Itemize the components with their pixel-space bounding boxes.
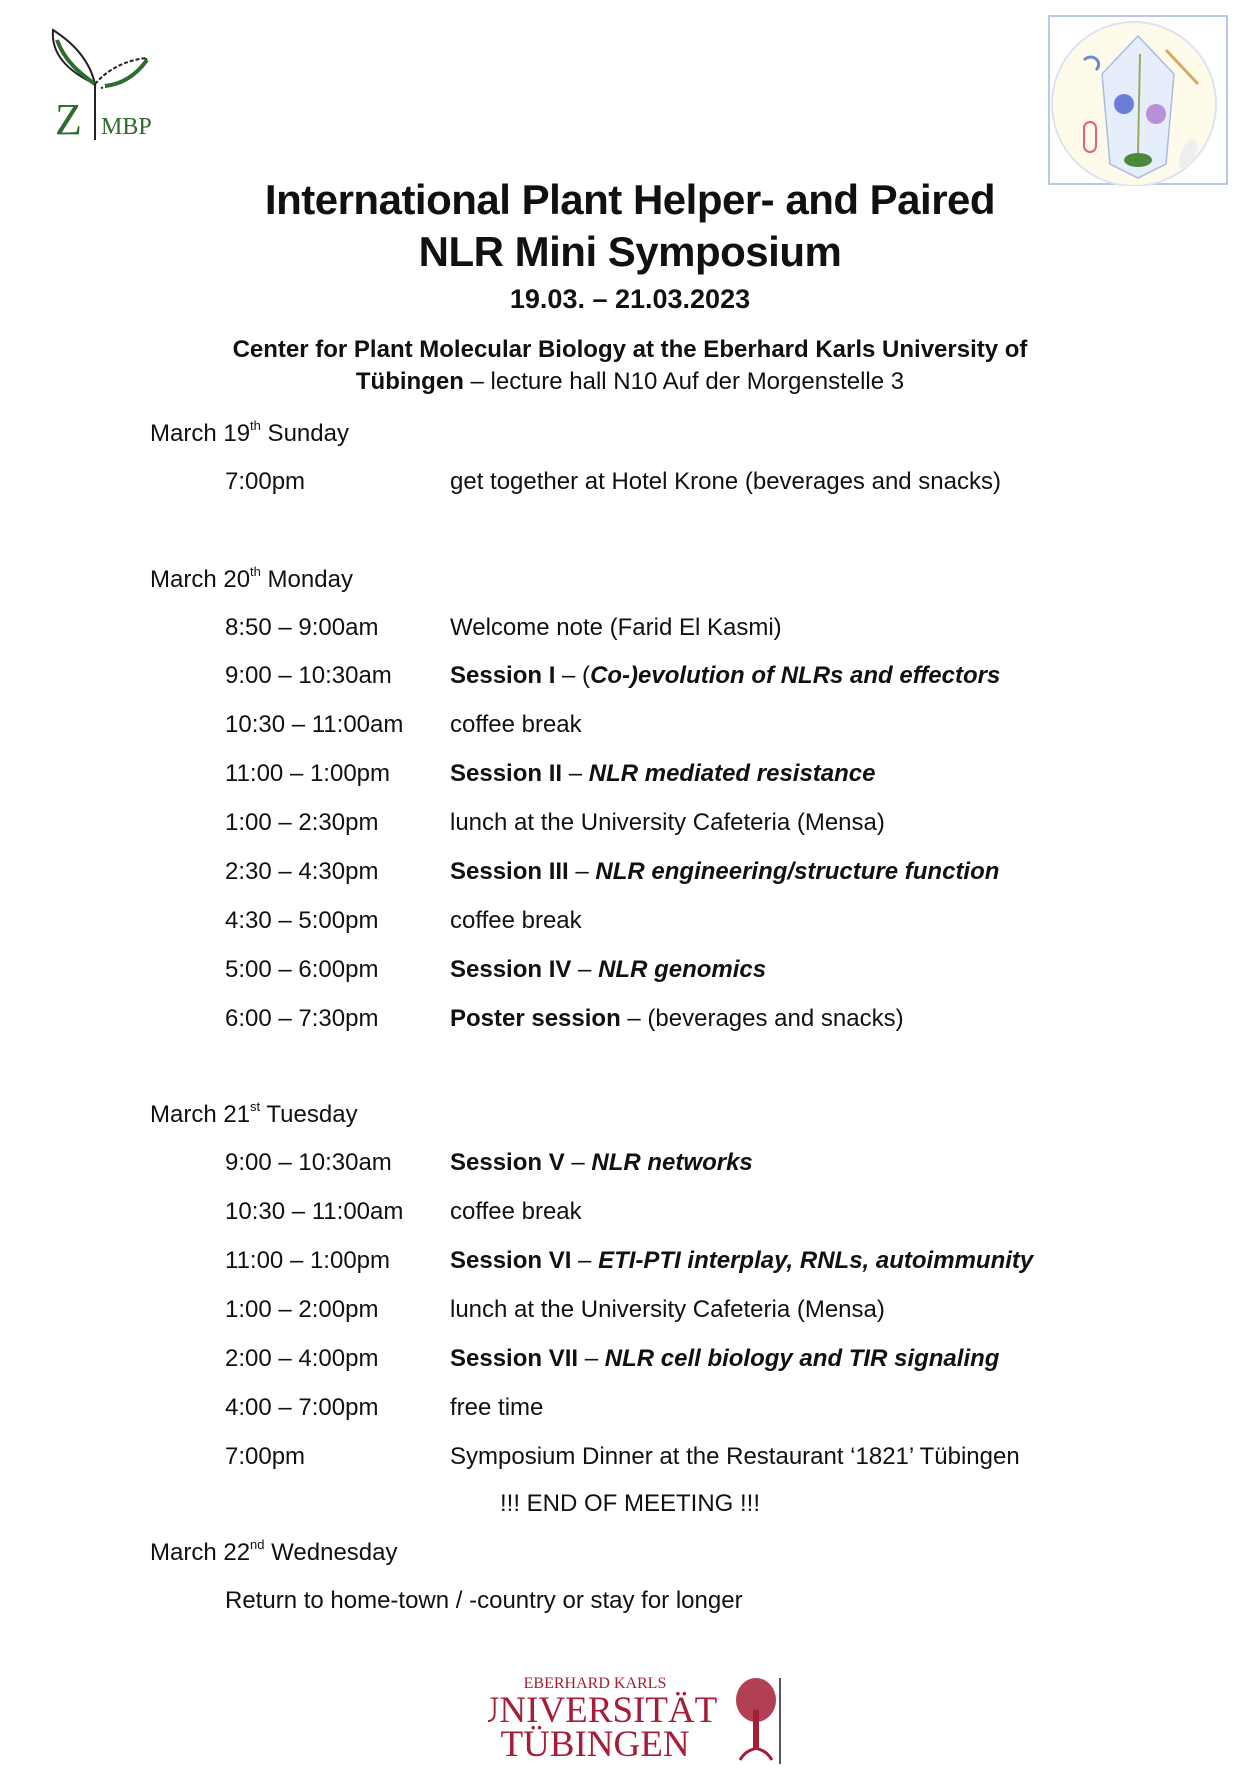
event-description: [450, 956, 766, 984]
day-heading: [150, 566, 353, 594]
event-time: 7:00pm: [225, 468, 306, 495]
event-dates: 19.03. – 21.03.2023: [509, 284, 751, 314]
session-topic: evolution of NLRs and effectors: [638, 662, 1001, 689]
event-description: coffee break: [450, 907, 582, 934]
event-time: 8:50 – 9:00am: [225, 614, 379, 641]
event-description: [450, 1345, 999, 1373]
event-time: 2:30 – 4:30pm: [225, 858, 379, 885]
separator: –: [562, 760, 589, 787]
symposium-illustration-logo: [1048, 14, 1228, 186]
event-description: coffee break: [450, 1198, 582, 1225]
session-name: Session II: [450, 760, 563, 787]
session-topic: ETI-PTI interplay, RNLs, autoimmunity: [598, 1247, 1034, 1274]
svg-text:MBP: MBP: [101, 114, 152, 140]
day-weekday: Sunday: [260, 420, 349, 447]
event-description: [450, 1247, 1033, 1275]
event-description: Symposium Dinner at the Restaurant ‘1821’ Tübingen: [450, 1443, 1020, 1470]
day-ordinal: th: [250, 564, 261, 579]
event-description: [450, 1149, 753, 1177]
separator: –: [571, 1247, 599, 1274]
event-time: 1:00 – 2:30pm: [225, 809, 379, 836]
return-note: Return to home-town / -country or stay for longer: [225, 1587, 743, 1614]
separator: –: [564, 1149, 592, 1176]
event-description: lunch at the University Cafeteria (Mensa): [450, 809, 885, 836]
plant-pathogen-illustration-icon: [1048, 14, 1228, 186]
session-topic: NLR networks: [591, 1149, 753, 1176]
day-weekday: Wednesday: [264, 1539, 398, 1566]
venue-line-2: [0, 368, 1260, 396]
session-name: Session VII: [450, 1345, 579, 1372]
tree-emblem-icon: [736, 1678, 780, 1764]
event-description: get together at Hotel Krone (beverages and snacks): [450, 468, 1001, 495]
event-time: 7:00pm: [225, 1443, 306, 1470]
logo-line-1: EBERHARD KARLS: [523, 1675, 667, 1692]
event-time: 4:30 – 5:00pm: [225, 907, 379, 934]
session-name: Session I: [450, 662, 556, 689]
event-time: 9:00 – 10:30am: [225, 1149, 392, 1176]
venue-line-1: Center for Plant Molecular Biology at the Eberhard Karls University of: [232, 336, 1028, 363]
session-name: Poster session: [450, 1005, 621, 1032]
separator: – (beverages and snacks): [620, 1005, 904, 1032]
day-weekday: Tuesday: [260, 1101, 358, 1128]
title-line-2: NLR Mini Symposium: [418, 228, 842, 275]
event-time: 5:00 – 6:00pm: [225, 956, 379, 983]
separator: –: [578, 1345, 605, 1372]
day-heading: [150, 1101, 358, 1129]
event-time: 4:00 – 7:00pm: [225, 1394, 379, 1421]
separator: –: [571, 956, 599, 983]
day-ordinal: nd: [250, 1537, 265, 1552]
day-ordinal: th: [250, 418, 261, 433]
event-description: coffee break: [450, 711, 582, 738]
venue-location: – lecture hall N10 Auf der Morgenstelle 3: [463, 368, 905, 395]
event-time: 1:00 – 2:00pm: [225, 1296, 379, 1323]
separator: – (: [555, 662, 591, 689]
event-description: Welcome note (Farid El Kasmi): [450, 614, 782, 641]
session-topic: NLR engineering/structure function: [595, 858, 1000, 885]
day-date: March 22: [150, 1539, 251, 1566]
day-heading: [150, 1539, 398, 1567]
session-topic: NLR genomics: [598, 956, 767, 983]
session-topic: NLR mediated resistance: [588, 760, 876, 787]
svg-text:Z: Z: [55, 95, 82, 144]
event-time: 2:00 – 4:00pm: [225, 1345, 379, 1372]
event-description: lunch at the University Cafeteria (Mensa): [450, 1296, 885, 1323]
day-date: March 19: [150, 420, 251, 447]
event-description: [450, 662, 1000, 690]
event-time: 11:00 – 1:00pm: [225, 760, 391, 787]
session-name: Session III: [450, 858, 569, 885]
session-name: Session V: [450, 1149, 565, 1176]
zmbp-logo: [45, 22, 185, 172]
logo-line-2: UNIVERSITÄT: [488, 1690, 718, 1731]
logo-line-3: TÜBINGEN: [500, 1724, 690, 1765]
session-topic-prefix: Co-): [590, 662, 639, 689]
plant-sprout-icon: [45, 22, 185, 172]
day-ordinal: st: [250, 1099, 261, 1114]
end-of-meeting-notice: !!! END OF MEETING !!!: [499, 1490, 760, 1517]
venue-city: Tübingen: [355, 368, 464, 395]
event-description: [450, 858, 999, 886]
event-description: [450, 760, 876, 788]
event-time: 10:30 – 11:00am: [225, 1198, 404, 1225]
title-line-1: International Plant Helper- and Paired: [264, 176, 996, 223]
session-topic: NLR cell biology and TIR signaling: [604, 1345, 1000, 1372]
day-weekday: Monday: [260, 566, 353, 593]
university-tuebingen-logo: [488, 1670, 788, 1770]
session-name: Session VI: [450, 1247, 572, 1274]
event-time: 10:30 – 11:00am: [225, 711, 404, 738]
day-date: March 20: [150, 566, 251, 593]
day-date: March 21: [150, 1101, 251, 1128]
separator: –: [568, 858, 596, 885]
event-time: 9:00 – 10:30am: [225, 662, 392, 689]
event-description: [450, 1005, 904, 1033]
session-name: Session IV: [450, 956, 572, 983]
event-time: 11:00 – 1:00pm: [225, 1247, 391, 1274]
event-time: 6:00 – 7:30pm: [225, 1005, 379, 1032]
day-heading: [150, 420, 349, 448]
event-description: free time: [450, 1394, 544, 1421]
